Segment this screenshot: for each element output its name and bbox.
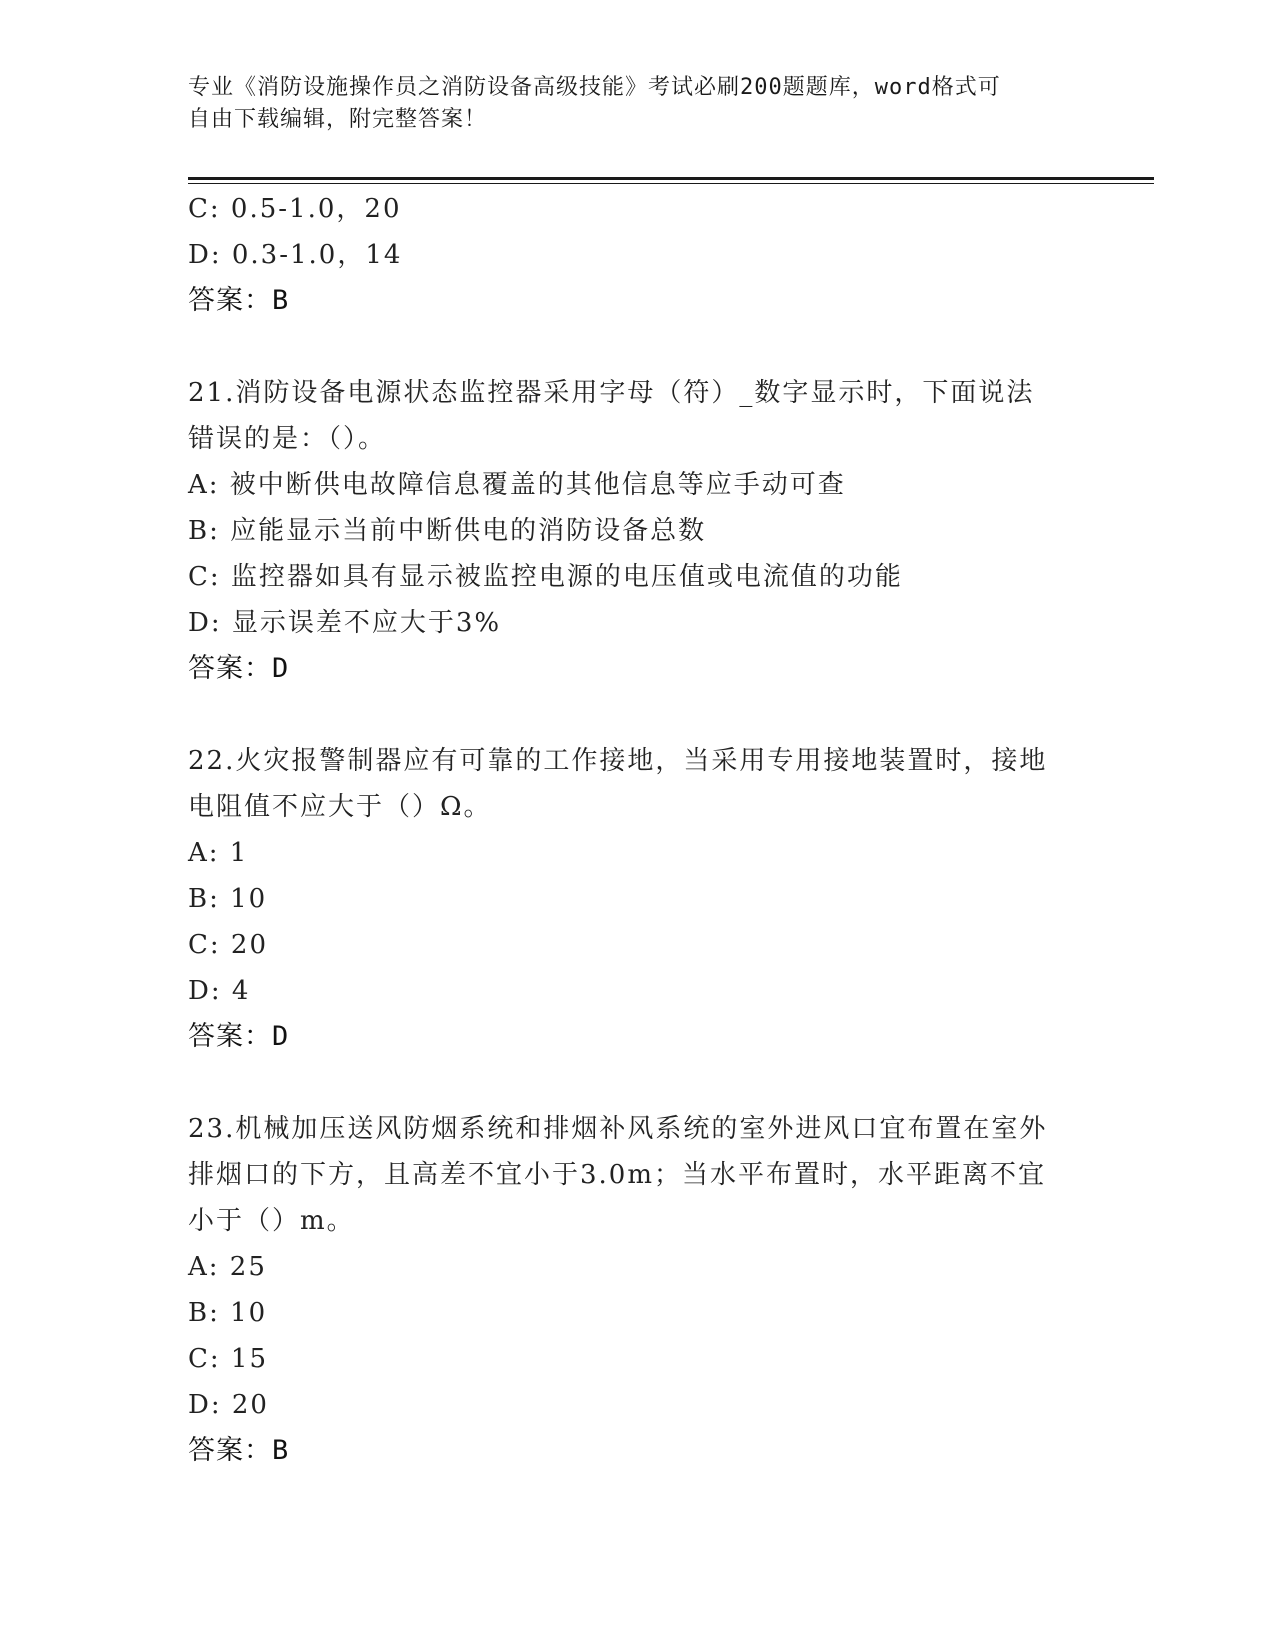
prev-question bbox=[188, 186, 1088, 324]
option-d: D: 0.3-1.0，14 bbox=[188, 240, 403, 270]
spacer bbox=[188, 692, 1088, 738]
option-b: B: 应能显示当前中断供电的消防设备总数 bbox=[188, 516, 707, 546]
document-header bbox=[188, 72, 1068, 136]
question-22 bbox=[188, 738, 1088, 1060]
question-stem: 排烟口的下方，且高差不宜小于3.0m；当水平布置时，水平距离不宜 bbox=[188, 1160, 1047, 1190]
question-list bbox=[188, 186, 1088, 1474]
option-d: D: 显示误差不应大于3% bbox=[188, 608, 502, 638]
spacer bbox=[188, 324, 1088, 370]
question-stem: 小于（）m。 bbox=[188, 1206, 355, 1236]
header-line-1: 专业《消防设施操作员之消防设备高级技能》考试必刷200题题库，word格式可 bbox=[188, 75, 1001, 100]
header-line-2: 自由下载编辑，附完整答案！ bbox=[188, 107, 488, 132]
spacer bbox=[188, 1060, 1088, 1106]
option-d: D: 4 bbox=[188, 976, 251, 1006]
answer-line: 答案：D bbox=[188, 1021, 290, 1052]
answer-line: 答案：B bbox=[188, 285, 290, 316]
question-stem: 23.机械加压送风防烟系统和排烟补风系统的室外进风口宜布置在室外 bbox=[188, 1114, 1048, 1144]
option-d: D: 20 bbox=[188, 1390, 269, 1420]
option-a: A: 被中断供电故障信息覆盖的其他信息等应手动可查 bbox=[188, 470, 846, 500]
header-divider-thick bbox=[188, 177, 1154, 180]
answer-line: 答案：D bbox=[188, 653, 290, 684]
option-c: C: 15 bbox=[188, 1344, 269, 1374]
option-c: C: 0.5-1.0，20 bbox=[188, 194, 402, 224]
question-stem: 22.火灾报警制器应有可靠的工作接地，当采用专用接地装置时，接地 bbox=[188, 746, 1048, 776]
header-divider-thin bbox=[188, 183, 1154, 184]
option-b: B: 10 bbox=[188, 1298, 268, 1328]
answer-line: 答案：B bbox=[188, 1435, 290, 1466]
question-stem: 21.消防设备电源状态监控器采用字母（符）_数字显示时，下面说法 bbox=[188, 378, 1035, 408]
option-a: A: 25 bbox=[188, 1252, 267, 1282]
question-21 bbox=[188, 370, 1088, 692]
option-c: C: 监控器如具有显示被监控电源的电压值或电流值的功能 bbox=[188, 562, 903, 592]
question-stem: 电阻值不应大于（）Ω。 bbox=[188, 792, 492, 822]
question-stem: 错误的是：（）。 bbox=[188, 424, 387, 454]
question-23 bbox=[188, 1106, 1088, 1474]
option-c: C: 20 bbox=[188, 930, 269, 960]
option-b: B: 10 bbox=[188, 884, 268, 914]
option-a: A: 1 bbox=[188, 838, 249, 868]
